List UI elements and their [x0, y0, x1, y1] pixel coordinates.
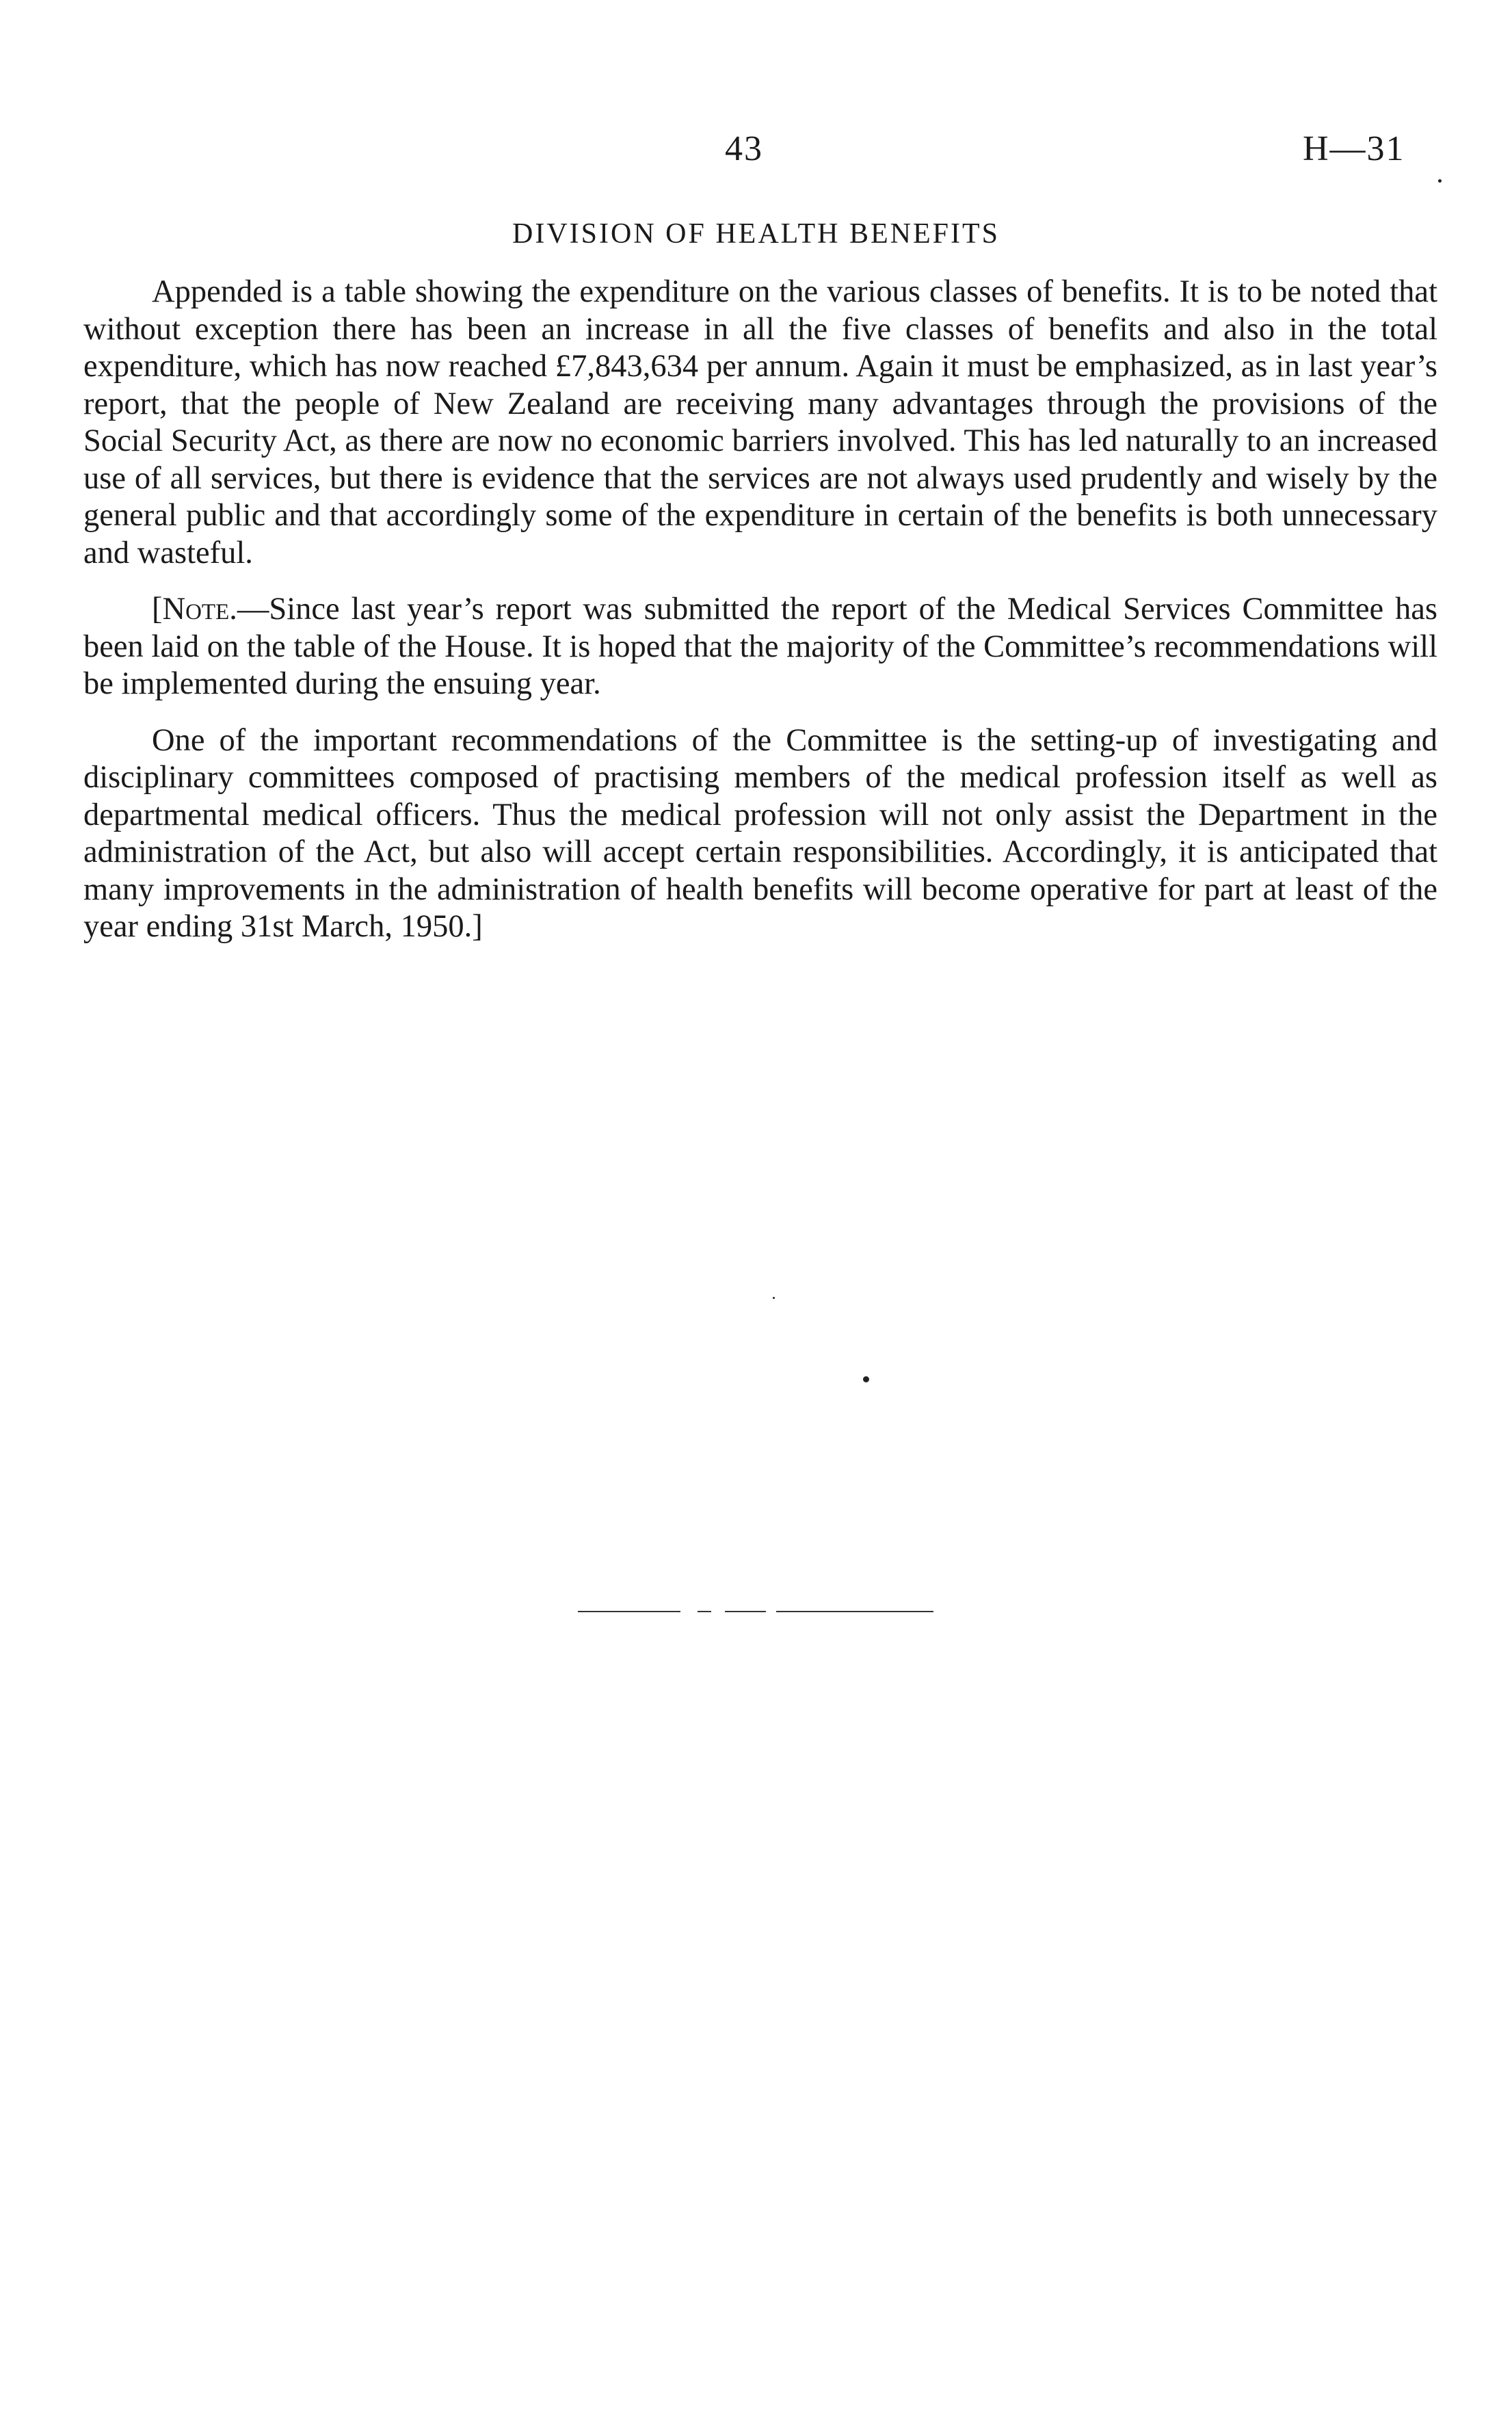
stray-mark	[1438, 179, 1442, 183]
paragraph-expenditure: Appended is a table showing the expenditure on the various classes of benefits. It is to be noted that without exception there has been an increase in all the five classes of benefits and also in the total expenditure, which has now reached £7,843,634 per annum. Again it must be emphasized, as in last year’s report, that the people of New Zealand are receiving many advantages through the provisions of the Social Security Act, as there are now no economic barriers involved. This has led naturally to an increased use of all services, but there is evidence that the services are not always used prudently and wisely by the general public and that accordingly some of the expenditure in certain of the benefits is both unnecessary and wasteful.	[83, 274, 1437, 570]
rule-segment	[698, 1611, 711, 1612]
stray-mark	[863, 1376, 869, 1382]
note-text: Since last year’s report was submitted the report of the Medical Services Committee has been laid on the table of the House. It is hoped that the majority of the Committee’s recommendations will be implemented during the ensuing year.	[83, 592, 1437, 701]
rule-segment	[725, 1611, 766, 1612]
rule-segment	[776, 1611, 933, 1612]
rule-segment	[578, 1611, 680, 1612]
page-number: 43	[725, 129, 763, 168]
stray-mark	[773, 1297, 775, 1299]
section-heading: DIVISION OF HEALTH BENEFITS	[512, 218, 1000, 250]
paragraph-recommendations: One of the important recommendations of the Committee is the setting-up of investigating and disciplinary committees composed of practising members of the medical profession itself as well as departmental medical officers. Thus the medical profession will not only assist the Department in the administration of the Act, but also will accept certain responsibilities. Accordingly, it is anticipated that many improvements in the administration of health benefits will become operative for part at least of the year ending 31st March, 1950.]	[83, 722, 1437, 944]
note-dash: .—	[229, 592, 269, 627]
note-bracket: [	[152, 592, 163, 627]
paragraph-note	[83, 591, 1437, 703]
body-text	[83, 274, 1437, 965]
note-label: Note	[162, 592, 230, 627]
document-reference: H—31	[1303, 129, 1405, 168]
